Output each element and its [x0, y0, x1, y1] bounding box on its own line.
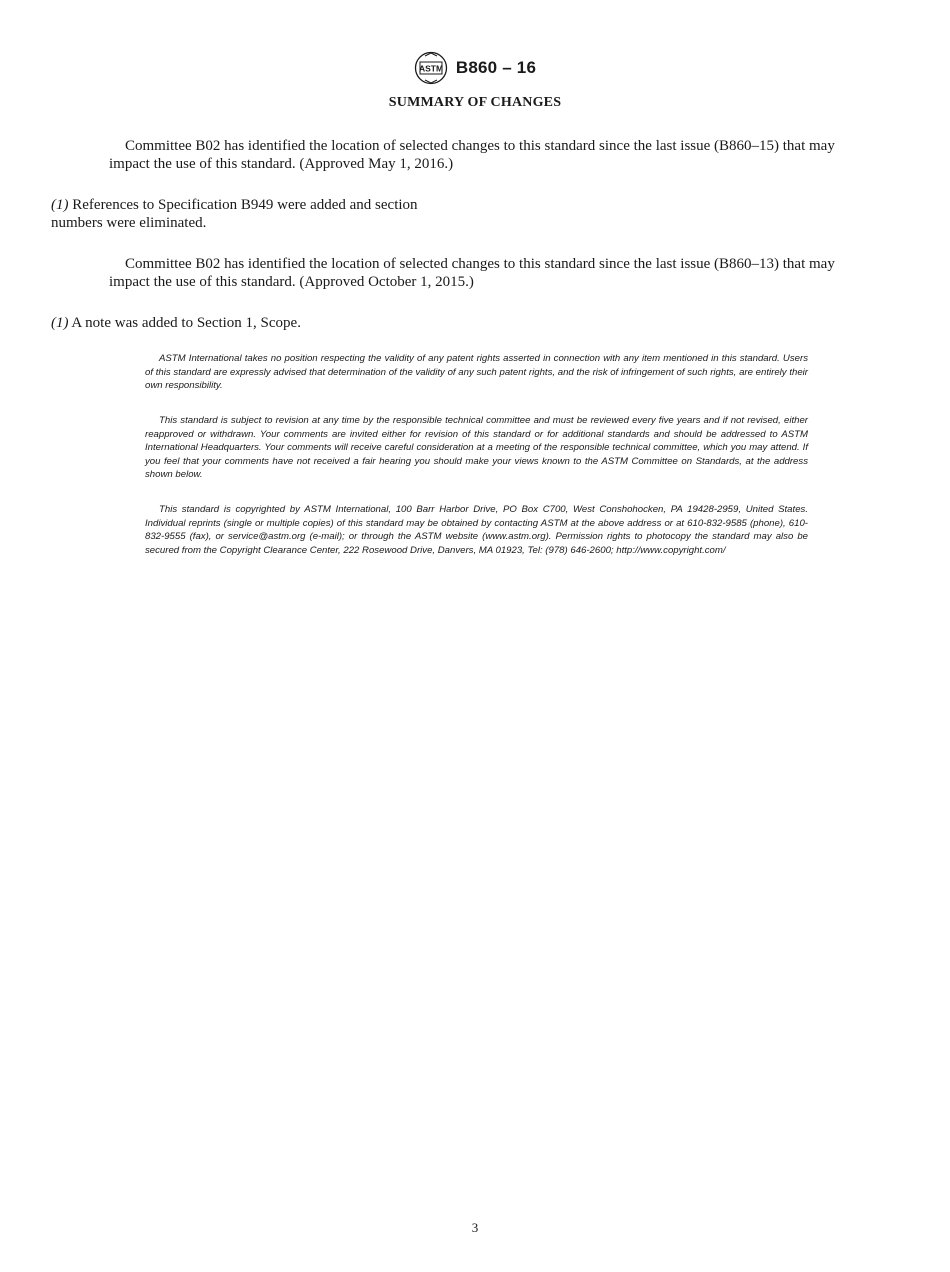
astm-logo-text: ASTM: [418, 63, 443, 74]
copyright-notice: This standard is copyrighted by ASTM International, 100 Barr Harbor Drive, PO Box C700, West Conshohocken, PA 19428-2959, United States. Individual reprints (single or multiple copies) of this standard may be obtained by contacting ASTM at the above address or at 610-832-9585 (phone), 610-832-9555 (fax), or service@astm.org (e-mail); or through the ASTM website (www.astm.org). Permission rights to photocopy the standard may also be secured from the Copyright Clearance Center, 222 Rosewood Drive, Danvers, MA 01923, Tel: (978) 646-2600; http://www.copyright.com/: [145, 504, 808, 556]
change-intro-paragraph: Committee B02 has identified the location of selected changes to this standard since the last issue (B860–13) that may impact the use of this standard. (Approved October 1, 2015.): [109, 256, 835, 290]
change-item: [51, 196, 418, 232]
patent-notice: ASTM International takes no position respecting the validity of any patent rights asserted in connection with any item mentioned in this standard. Users of this standard are expressly advised that determination of the validity of any such patent rights, and the risk of infringement of such rights, are entirely their own responsibility.: [145, 353, 808, 391]
astm-logo-icon: [414, 51, 448, 85]
change-item-text: References to Specification B949 were added and section: [68, 197, 418, 213]
page-number: 3: [471, 1220, 479, 1235]
document-designation: B860 – 16: [455, 58, 537, 77]
revision-notice: This standard is subject to revision at any time by the responsible technical committee and must be reviewed every five years and if not revised, either reapproved or withdrawn. Your comments are invited either for revision of this standard or for additional standards and should be addressed to ASTM International Headquarters. Your comments will receive careful consideration at a meeting of the responsible technical committee, which you may attend. If you feel that your comments have not received a fair hearing you should make your views known to the ASTM Committee on Standards, at the address shown below.: [145, 415, 808, 480]
change-item-number: (1): [51, 197, 69, 213]
change-item-number: (1): [51, 315, 69, 331]
document-header: [0, 50, 950, 86]
change-item-text-continued: numbers were eliminated.: [51, 215, 207, 231]
summary-of-changes-heading: SUMMARY OF CHANGES: [388, 95, 562, 110]
change-item-text: A note was added to Section 1, Scope.: [68, 315, 301, 331]
change-item: [51, 314, 301, 332]
change-intro-paragraph: Committee B02 has identified the location of selected changes to this standard since the last issue (B860–15) that may impact the use of this standard. (Approved May 1, 2016.): [109, 138, 835, 172]
